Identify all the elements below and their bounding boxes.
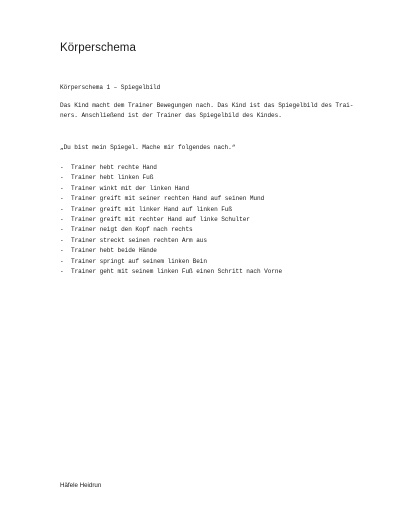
list-bullet: -	[60, 216, 64, 224]
list-item	[60, 267, 282, 277]
list-item-text: Trainer hebt linken Fuß	[71, 174, 154, 182]
list-bullet: -	[60, 226, 64, 234]
list-item-text: Trainer geht mit seinem linken Fuß einen Schritt nach Vorne	[71, 268, 283, 276]
list-item-text: Trainer streckt seinen rechten Arm aus	[71, 236, 207, 244]
intro-line-2: ners. Anschließend ist der Trainer das Spiegelbild des Kindes.	[60, 112, 282, 120]
list-item-text: Trainer neigt den Kopf nach rechts	[71, 226, 193, 234]
page-footer-author: Häfele Heidrun	[60, 482, 102, 489]
list-item-text: Trainer greift mit linker Hand auf linken Fuß	[71, 205, 232, 213]
list-item	[60, 173, 282, 183]
list-bullet: -	[60, 268, 64, 276]
list-bullet: -	[60, 257, 64, 265]
list-item	[60, 236, 282, 246]
list-item-text: Trainer springt auf seinem linken Bein	[71, 257, 207, 265]
list-bullet: -	[60, 247, 64, 255]
list-bullet: -	[60, 236, 64, 244]
list-item	[60, 194, 282, 204]
list-bullet: -	[60, 184, 64, 192]
list-item	[60, 205, 282, 215]
list-item	[60, 163, 282, 173]
list-bullet: -	[60, 164, 64, 171]
list-item-text: Trainer hebt beide Hände	[71, 247, 157, 255]
page-title: Körperschema	[60, 42, 136, 54]
list-item-text: Trainer hebt rechte Hand	[71, 164, 157, 171]
list-item-text: Trainer greift mit rechter Hand auf linke Schulter	[71, 216, 250, 224]
list-item	[60, 215, 282, 225]
list-item-text: Trainer greift mit seiner rechten Hand auf seinen Mund	[71, 195, 265, 203]
exercise-list	[60, 163, 282, 277]
list-bullet: -	[60, 205, 64, 213]
list-bullet: -	[60, 174, 64, 182]
section-subtitle: Körperschema 1 – Spiegelbild	[60, 84, 161, 91]
instruction-quote: „Du bist mein Spiegel. Mache mir folgendes nach.“	[60, 144, 236, 151]
list-bullet: -	[60, 195, 64, 203]
list-item	[60, 184, 282, 194]
list-item	[60, 257, 282, 267]
intro-paragraph	[60, 101, 354, 122]
list-item	[60, 225, 282, 235]
intro-line-1: Das Kind macht dem Trainer Bewegungen nach. Das Kind ist das Spiegelbild des Trai-	[60, 102, 354, 109]
list-item	[60, 246, 282, 256]
list-item-text: Trainer winkt mit der linken Hand	[71, 184, 190, 192]
